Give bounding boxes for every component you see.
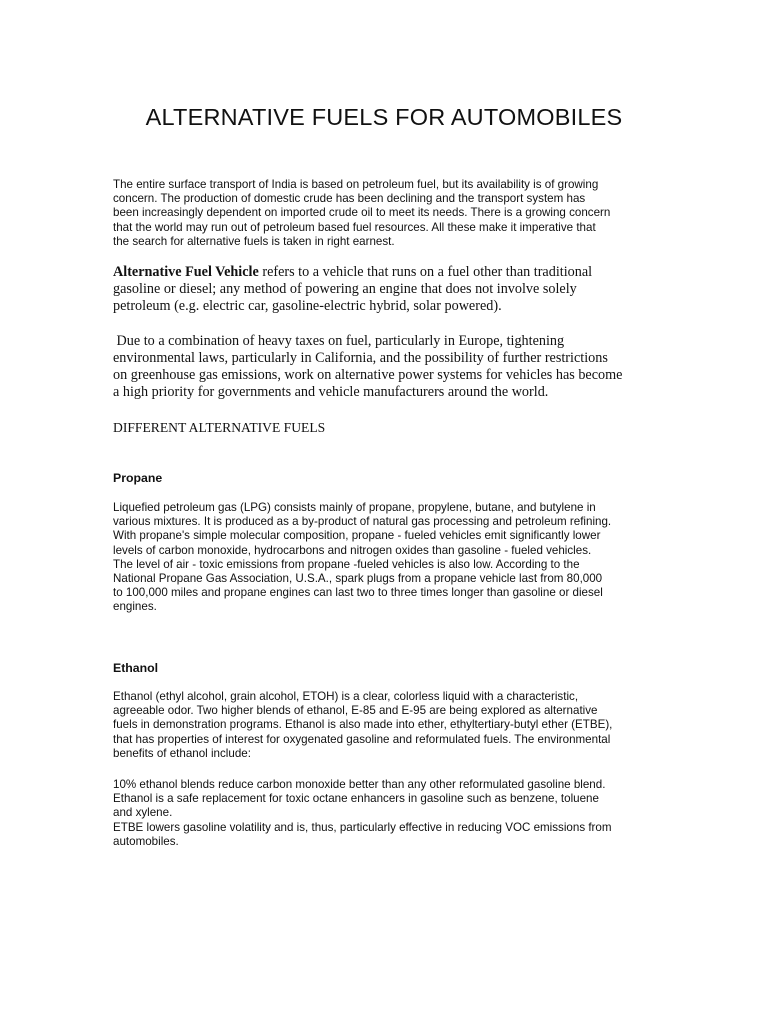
taxes-paragraph: [113, 333, 658, 401]
document-title: ALTERNATIVE FUELS FOR AUTOMOBILES: [145, 104, 623, 130]
paragraph-line: a high priority for governments and vehicle manufacturers around the world.: [113, 384, 549, 400]
benefit-line: and xylene.: [113, 806, 173, 820]
ethanol-paragraph: [113, 690, 658, 761]
benefit-line: Ethanol is a safe replacement for toxic octane enhancers in gasoline such as benzene, toluene: [113, 792, 599, 806]
paragraph-line: The level of air - toxic emissions from propane -fueled vehicles is also low. According to the: [113, 557, 580, 571]
benefit-line: automobiles.: [113, 834, 179, 848]
benefit-line: 10% ethanol blends reduce carbon monoxide better than any other reformulated gasoline blend.: [113, 778, 606, 791]
benefit-line: ETBE lowers gasoline volatility and is, thus, particularly effective in reducing VOC emissions from: [113, 820, 612, 834]
ethanol-heading: Ethanol: [113, 661, 159, 675]
paragraph-line: that the world may run out of petroleum based fuel resources. All these make it imperative that: [113, 220, 596, 234]
paragraph-line: various mixtures. It is produced as a by-product of natural gas processing and petroleum refining.: [113, 515, 612, 529]
afv-definition-paragraph: [113, 264, 658, 315]
paragraph-line: Ethanol (ethyl alcohol, grain alcohol, ETOH) is a clear, colorless liquid with a characteristic,: [113, 690, 579, 703]
paragraph-line: fuels in demonstration programs. Ethanol is also made into ether, ethyltertiary-butyl ether (ETBE),: [113, 718, 613, 732]
paragraph-line: been increasingly dependent on imported crude oil to meet its needs. There is a growing concern: [113, 206, 611, 220]
paragraph-line: [113, 264, 658, 281]
paragraph-line: The entire surface transport of India is based on petroleum fuel, but its availability is of growing: [113, 178, 599, 191]
paragraph-line: to 100,000 miles and propane engines can last two to three times longer than gasoline or diesel: [113, 586, 603, 600]
intro-paragraph: [113, 178, 658, 249]
afv-term: Alternative Fuel Vehicle: [113, 264, 259, 280]
paragraph-line: that has properties of interest for oxygenated gasoline and reformulated fuels. The environmental: [113, 732, 611, 746]
afv-line1-rest: refers to a vehicle that runs on a fuel other than traditional: [258, 264, 593, 280]
propane-heading: Propane: [113, 471, 163, 485]
ethanol-benefits: [113, 778, 658, 849]
paragraph-line: levels of carbon monoxide, hydrocarbons and nitrogen oxides than gasoline - fueled vehicles.: [113, 543, 592, 557]
paragraph-line: Liquefied petroleum gas (LPG) consists mainly of propane, propylene, butane, and butylene in: [113, 501, 596, 514]
paragraph-line: petroleum (e.g. electric car, gasoline-electric hybrid, solar powered).: [113, 298, 502, 314]
paragraph-line: agreeable odor. Two higher blends of ethanol, E-85 and E-95 are being explored as alternative: [113, 704, 598, 718]
paragraph-line: concern. The production of domestic crude has been declining and the transport system has: [113, 192, 586, 206]
section-heading: DIFFERENT ALTERNATIVE FUELS: [113, 420, 326, 435]
paragraph-line: With propane's simple molecular composition, propane - fueled vehicles emit significantly lower: [113, 529, 601, 543]
paragraph-line: Due to a combination of heavy taxes on fuel, particularly in Europe, tightening: [113, 333, 565, 349]
paragraph-line: gasoline or diesel; any method of powering an engine that does not involve solely: [113, 281, 577, 297]
propane-paragraph: [113, 501, 658, 615]
paragraph-line: environmental laws, particularly in California, and the possibility of further restrictions: [113, 350, 608, 366]
paragraph-line: the search for alternative fuels is taken in right earnest.: [113, 234, 395, 248]
paragraph-line: engines.: [113, 600, 157, 614]
paragraph-line: on greenhouse gas emissions, work on alternative power systems for vehicles has become: [113, 367, 623, 383]
paragraph-line: National Propane Gas Association, U.S.A., spark plugs from a propane vehicle last from 80,000: [113, 572, 603, 586]
paragraph-line: benefits of ethanol include:: [113, 746, 251, 760]
